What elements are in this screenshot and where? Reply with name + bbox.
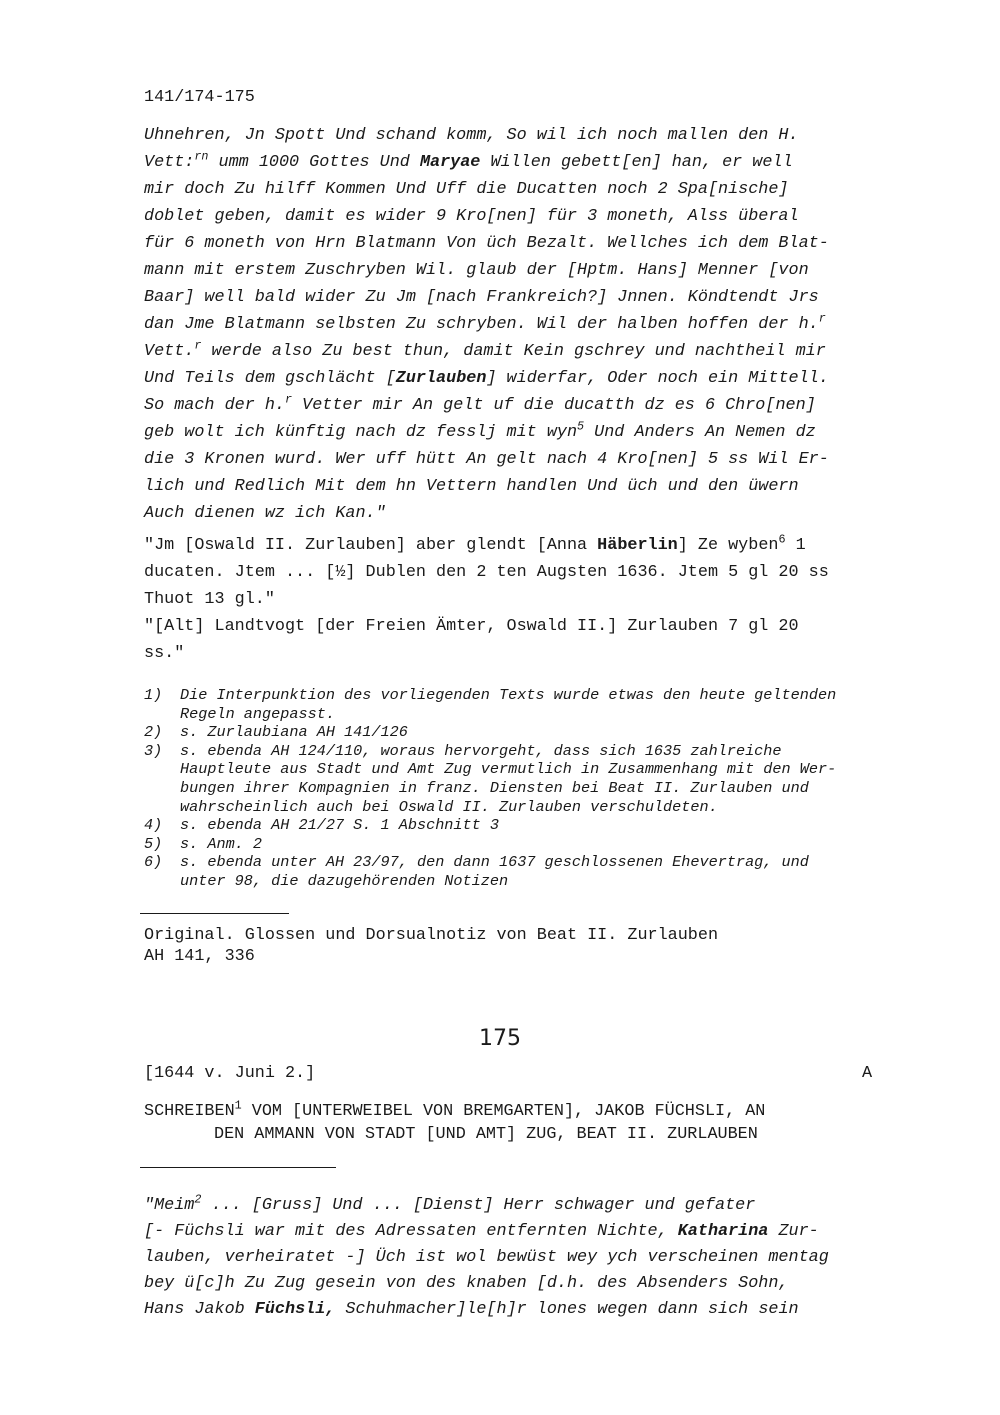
text-line: Vett.$^r$ werde also Zu best thun, damit Kein gschrey und nachtheil mir <box>144 338 826 361</box>
text-line: Thuot 13 gl." <box>144 590 275 609</box>
footnote-text: s. Anm. 2 <box>180 834 263 853</box>
emphasized-name: Zurlauben <box>395 369 487 388</box>
footnote-text: s. ebenda unter AH 23/97, den dann 1637 geschlossenen Ehevertrag, und <box>180 853 809 872</box>
source-note-line: Original. Glossen und Dorsualnotiz von Beat II. Zurlauben <box>144 926 719 945</box>
source-divider <box>140 913 289 914</box>
document-title-line: SCHREIBEN$^1$ VOM [UNTERWEIBEL VON BREMGARTEN], JAKOB FÜCHSLI, AN <box>144 1098 766 1121</box>
text-line: geb wolt ich künftig nach dz fesslj mit wyn$^5$ Und Anders An Nemen dz <box>144 419 816 442</box>
document-title-line: DEN AMMANN VON STADT [UND AMT] ZUG, BEAT II. ZURLAUBEN <box>214 1125 758 1144</box>
superscript-marker: 2 <box>194 1192 202 1207</box>
emphasized-name: Katharina <box>677 1222 769 1241</box>
text-line: dan Jme Blatmann selbsten Zu schryben. Wil der halben hoffen der h.$^r$ <box>144 311 826 334</box>
emphasized-name: Füchsli, <box>254 1300 336 1319</box>
text-line: lauben, verheiratet -] Üch ist wol bewüst wey ych verscheinen mentag <box>144 1248 829 1267</box>
superscript-marker: r <box>194 338 202 353</box>
text-line: So mach der h.$^r$ Vetter mir An gelt uf die ducatth dz es 6 Chro[nen] <box>144 392 816 415</box>
text-line: für 6 moneth von Hrn Blatmann Von üch Bezalt. Wellches ich dem Blat- <box>144 234 829 253</box>
text-line: "Meim$^2$ ... [Gruss] Und ... [Dienst] Herr schwager und gefater <box>144 1192 756 1215</box>
document-date: [1644 v. Juni 2.] <box>144 1064 316 1083</box>
emphasized-name: Häberlin <box>597 536 678 555</box>
superscript-marker: rn <box>194 149 209 164</box>
text-line: "[Alt] Landtvogt [der Freien Ämter, Oswald II.] Zurlauben 7 gl 20 <box>144 617 799 636</box>
footnote-text: wahrscheinlich auch bei Oswald II. Zurlauben verschuldeten. <box>180 797 718 816</box>
superscript-marker: r <box>285 392 293 407</box>
footnote-text: unter 98, die dazugehörenden Notizen <box>180 872 509 890</box>
text-line: mann mit erstem Zuschryben Wil. glaub der [Hptm. Hans] Menner [von <box>144 261 809 280</box>
document-number: 175 <box>479 1026 521 1051</box>
superscript-marker: 5 <box>577 419 585 434</box>
superscript-marker: 6 <box>778 532 786 547</box>
document-mark: A <box>862 1064 873 1083</box>
text-line: mir doch Zu hilff Kommen Und Uff die Ducatten noch 2 Spa[nische] <box>144 180 789 199</box>
text-line: Auch dienen wz ich Kan." <box>144 504 386 523</box>
superscript-marker: r <box>818 311 826 326</box>
text-line: [- Füchsli war mit des Adressaten entfernten Nichte, Katharina Zur- <box>144 1222 819 1241</box>
text-line: Baar] well bald wider Zu Jm [nach Frankreich?] Jnnen. Köndtendt Jrs <box>144 288 819 307</box>
footnote-number: 6) <box>144 853 163 872</box>
footnote-text: bungen ihrer Kompagnien in franz. Diensten bei Beat II. Zurlauben und <box>180 779 809 797</box>
source-note-line: AH 141, 336 <box>144 947 255 966</box>
title-divider <box>140 1167 336 1168</box>
footnote-number: 3) <box>144 741 163 760</box>
text-line: Uhnehren, Jn Spott Und schand komm, So wil ich noch mallen den H. <box>144 126 799 145</box>
footnote-number: 2) <box>144 723 163 742</box>
text-line: lich und Redlich Mit dem hn Vettern handlen Und üch und den üwern <box>144 477 799 496</box>
text-line: die 3 Kronen wurd. Wer uff hütt An gelt nach 4 Kro[nen] 5 ss Wil Er- <box>144 450 829 469</box>
footnote-text: Hauptleute aus Stadt und Amt Zug vermutlich in Zusammenhang mit den Wer- <box>180 760 837 779</box>
text-line: "Jm [Oswald II. Zurlauben] aber glendt [Anna Häberlin] Ze wyben$^6$ 1 <box>144 532 806 555</box>
footnote-text: s. ebenda AH 124/110, woraus hervorgeht, dass sich 1635 zahlreiche <box>180 741 782 760</box>
emphasized-name: Maryae <box>419 153 481 172</box>
text-line: ducaten. Jtem ... [½] Dublen den 2 ten Augsten 1636. Jtem 5 gl 20 ss <box>144 563 829 582</box>
footnote-text: Regeln angepasst. <box>180 704 335 723</box>
footnote-number: 4) <box>144 816 163 835</box>
footnote-text: s. ebenda AH 21/27 S. 1 Abschnitt 3 <box>180 816 499 835</box>
page-reference: 141/174-175 <box>144 88 255 107</box>
footnote-text: s. Zurlaubiana AH 141/126 <box>180 723 408 742</box>
footnote-text: Die Interpunktion des vorliegenden Texts wurde etwas den heute geltenden <box>180 686 837 704</box>
text-line: Vett:$^{rn}$ umm 1000 Gottes Und Maryae Willen gebett[en] han, er well <box>144 149 793 172</box>
text-line: bey ü[c]h Zu Zug gesein von des knaben [d.h. des Absenders Sohn, <box>144 1274 789 1293</box>
text-line: doblet geben, damit es wider 9 Kro[nen] für 3 moneth, Alss überal <box>144 207 799 226</box>
footnote-number: 1) <box>144 686 163 704</box>
footnote-number: 5) <box>144 834 163 853</box>
superscript-marker: 1 <box>234 1098 242 1113</box>
text-line: ss." <box>144 644 185 663</box>
text-line: Und Teils dem gschlächt [Zurlauben] widerfar, Oder noch ein Mittell. <box>144 369 829 388</box>
text-line: Hans Jakob Füchsli, Schuhmacher]le[h]r lones wegen dann sich sein <box>144 1300 799 1319</box>
